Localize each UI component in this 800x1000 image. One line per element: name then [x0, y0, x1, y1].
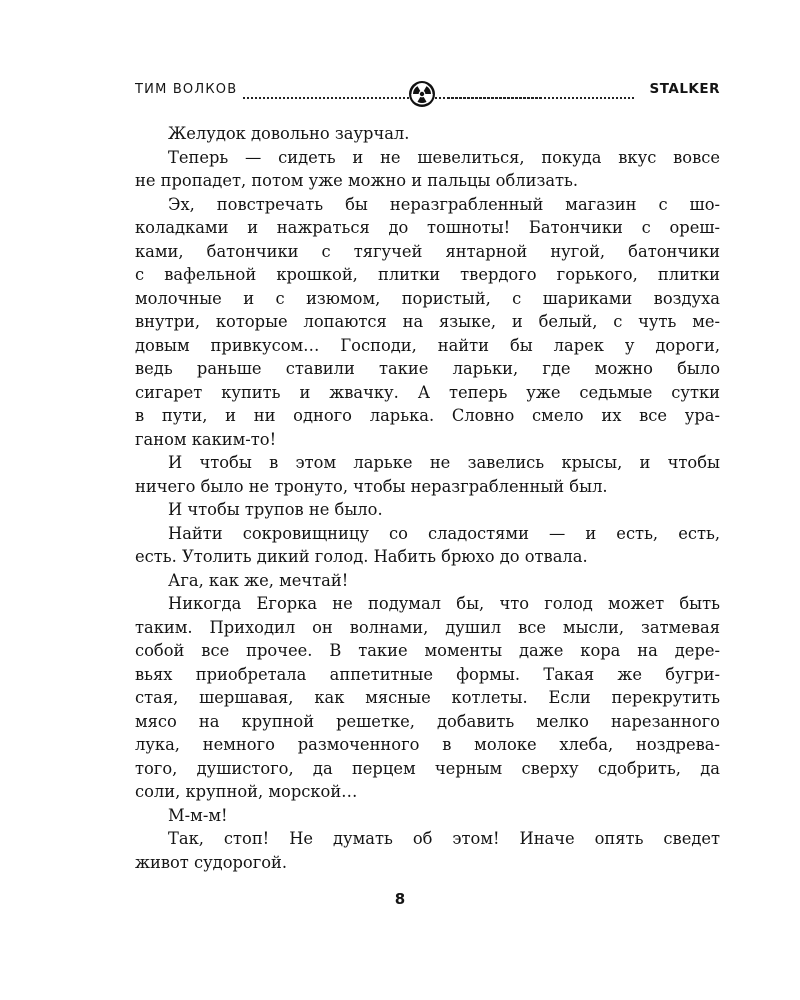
text-line: ничего было не тронуто, чтобы неразграбленный был. — [135, 476, 608, 496]
text-line: Так, стоп! Не думать об этом! Иначе опять сведет — [168, 829, 720, 848]
body-text — [135, 122, 720, 874]
text-line: лука, немного размоченного в молоке хлеба, ноздрева- — [135, 735, 720, 754]
page-number: 8 — [394, 890, 406, 908]
text-line: ведь раньше ставили такие ларьки, где можно было — [135, 359, 720, 378]
text-line: М-м-м! — [168, 805, 228, 825]
text-line: с вафельной крошкой, плитки твердого горького, плитки — [135, 265, 720, 284]
paragraph — [135, 522, 720, 569]
text-line: Никогда Егорка не подумал бы, что голод может быть — [168, 594, 720, 613]
text-line: Эх, повстречать бы неразграбленный магазин с шо- — [168, 194, 720, 214]
text-line: сигарет купить и жвачку. А теперь уже седьмые сутки — [135, 382, 720, 402]
text-line: ганом каким-то! — [135, 429, 277, 449]
series-title: STALKER — [649, 81, 720, 97]
text-line: соли, крупной, морской… — [135, 782, 358, 801]
text-line: Желудок довольно заурчал. — [168, 124, 410, 143]
paragraph — [135, 498, 720, 522]
text-line: Теперь — сидеть и не шевелиться, покуда вкус вовсе — [168, 147, 720, 167]
running-header — [135, 80, 720, 106]
text-line: И чтобы в этом ларьке не завелись крысы, и чтобы — [168, 453, 720, 472]
paragraph — [135, 451, 720, 498]
paragraph — [135, 827, 720, 874]
text-line: Ага, как же, мечтай! — [168, 570, 349, 590]
paragraph — [135, 569, 720, 593]
text-line: мясо на крупной решетке, добавить мелко нарезанного — [135, 711, 720, 731]
text-line: коладками и нажраться до тошноты! Батончики с ореш- — [135, 218, 720, 237]
text-line: вьях приобретала аппетитные формы. Такая же бугри- — [135, 664, 720, 684]
text-line: собой все прочее. В такие моменты даже кора на дере- — [135, 641, 720, 660]
text-line: есть. Утолить дикий голод. Набить брюхо до отвала. — [135, 547, 588, 566]
text-line: ками, батончики с тягучей янтарной нугой, батончики — [135, 241, 720, 261]
text-line: довым привкусом… Господи, найти бы ларек у дороги, — [135, 335, 720, 355]
text-line: не пропадет, потом уже можно и пальцы облизать. — [135, 171, 579, 190]
text-line: внутри, которые лопаются на языке, и белый, с чуть ме- — [135, 312, 720, 331]
text-line: живот судорогой. — [135, 852, 288, 872]
paragraph — [135, 146, 720, 193]
radiation-icon — [408, 80, 436, 108]
paragraph — [135, 122, 720, 146]
author-name: ТИМ ВОЛКОВ — [135, 82, 238, 97]
header-dotted-rule-right — [448, 97, 634, 99]
text-line: в пути, и ни одного ларька. Словно смело их все ура- — [135, 406, 720, 425]
text-line: Найти сокровищницу со сладостями — и есть, есть, — [168, 523, 720, 543]
paragraph — [135, 804, 720, 828]
paragraph — [135, 592, 720, 804]
text-line: того, душистого, да перцем черным сверху сдобрить, да — [135, 758, 720, 778]
text-line: таким. Приходил он волнами, душил все мысли, затмевая — [135, 617, 720, 637]
text-line: молочные и с изюмом, пористый, с шариками воздуха — [135, 288, 720, 308]
paragraph — [135, 193, 720, 452]
text-line: И чтобы трупов не было. — [168, 500, 383, 519]
text-line: стая, шершавая, как мясные котлеты. Если перекрутить — [135, 688, 720, 707]
